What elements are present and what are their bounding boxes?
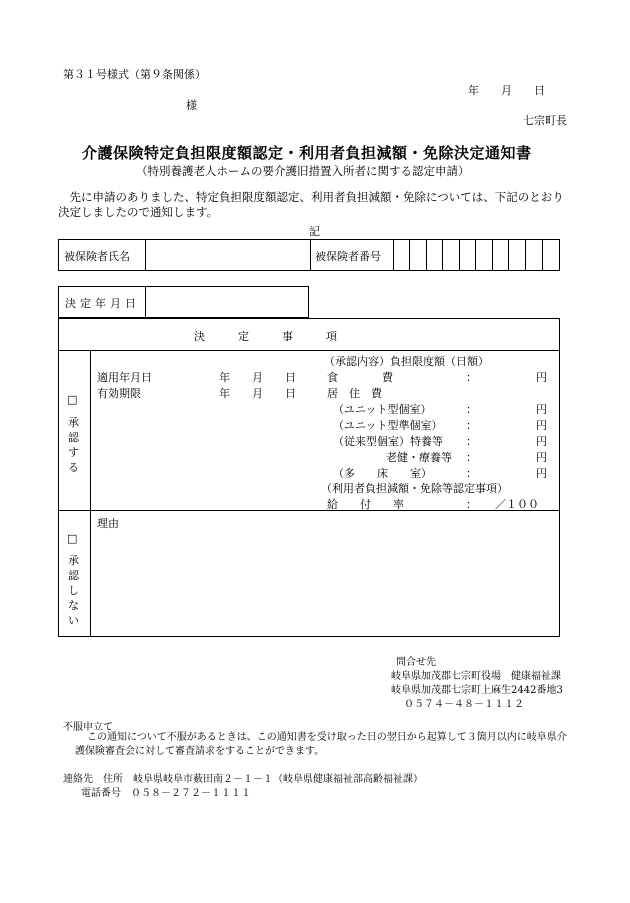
issue-date: 年 月 日 xyxy=(468,84,545,97)
document-title: 介護保険特定負担限度額認定・利用者負担減額・免除決定通知書 xyxy=(82,144,532,162)
health-facility-unit: 円 xyxy=(536,451,547,464)
ki-label: 記 xyxy=(309,225,320,238)
form-number: 第３１号様式（第９条関係） xyxy=(63,68,206,81)
insured-number-label: 被保険者番号 xyxy=(315,250,381,263)
unit-private-colon: ： xyxy=(466,403,477,416)
issuer: 七宗町長 xyxy=(523,114,567,127)
unit-semi-private-unit: 円 xyxy=(536,419,547,432)
decision-date-box xyxy=(58,286,309,318)
liaison-address: 連絡先 住所 岐阜県岐阜市薮田南２－１－１（岐阜県健康福祉部高齢福祉課） xyxy=(63,774,423,785)
contact-address: 岐阜県加茂郡七宗町上麻生2442番地3 xyxy=(391,685,563,696)
residence-cost-label: 居 住 費 xyxy=(327,387,382,400)
contact-phone: ０５７４－４８－１１１２ xyxy=(404,699,524,710)
liaison-phone: 電話番号 ０５８－２７２－１１１１ xyxy=(81,788,251,799)
decision-items-header: 決 定 事 項 xyxy=(194,330,337,343)
intro-text: 先に申請のありました、特定負担限度額認定、利用者負担減額・免除については、下記のとおり決定しましたので通知します。 xyxy=(58,190,564,219)
decision-date-field[interactable] xyxy=(148,289,306,315)
appeal-header: 不服申立て xyxy=(63,722,113,733)
health-facility-label: 老健・療養等 xyxy=(386,451,452,464)
valid-until-label: 有効期限 xyxy=(97,387,141,400)
food-cost-label: 食 費 xyxy=(327,371,393,384)
deny-label: 承 認 し な い xyxy=(68,554,79,627)
start-date-value: 年 月 日 xyxy=(219,371,296,384)
insured-name-label: 被保険者氏名 xyxy=(64,250,130,263)
decision-table xyxy=(58,318,560,637)
deny-checkbox[interactable]: □ xyxy=(67,532,78,545)
unit-semi-private-label: （ユニット型準個室） xyxy=(333,419,443,432)
health-facility-colon: ： xyxy=(466,451,477,464)
reason-label: 理由 xyxy=(97,517,119,530)
insured-table xyxy=(58,239,560,271)
unit-private-unit: 円 xyxy=(536,403,547,416)
conventional-private-unit: 円 xyxy=(536,435,547,448)
benefit-rate-unit: ／１００ xyxy=(495,498,539,511)
conventional-private-colon: ： xyxy=(466,435,477,448)
benefit-rate-label: 給 付 率 xyxy=(327,498,404,511)
multi-bed-colon: ： xyxy=(466,467,477,480)
start-date-label: 適用年月日 xyxy=(97,371,152,384)
unit-private-label: （ユニット型個室） xyxy=(333,403,432,416)
approve-label: 承 認 す る xyxy=(68,416,79,474)
multi-bed-label: （多 床 室） xyxy=(333,467,432,480)
valid-until-value: 年 月 日 xyxy=(219,387,296,400)
contact-header: 問合せ先 xyxy=(396,657,436,668)
contact-office: 岐阜県加茂郡七宗町役場 健康福祉課 xyxy=(391,671,561,682)
unit-semi-private-colon: ： xyxy=(466,419,477,432)
reduction-header: （利用者負担減額・免除等認定事項） xyxy=(321,482,508,495)
conventional-private-label: （従来型個室）特養等 xyxy=(333,435,443,448)
multi-bed-unit: 円 xyxy=(536,467,547,480)
approve-checkbox[interactable]: □ xyxy=(67,393,78,406)
appeal-text: この通知について不服があるときは、この通知書を受け取った日の翌日から起算して３箇月以内に岐阜県介護保険審査会に対して審査請求をすることができます。 xyxy=(75,732,567,757)
limit-header: （承認内容）負担限度額（日額） xyxy=(324,355,489,368)
reason-field[interactable] xyxy=(95,531,555,631)
food-cost-colon: ： xyxy=(466,371,477,384)
food-cost-unit: 円 xyxy=(536,371,547,384)
document-subtitle: （特別養護老人ホームの要介護旧措置入所者に関する認定申請） xyxy=(136,164,470,178)
decision-date-label: 決定年月日 xyxy=(65,297,140,310)
addressee-suffix: 様 xyxy=(186,99,197,112)
benefit-rate-colon: ： xyxy=(466,498,477,511)
insured-name-field[interactable] xyxy=(148,242,308,268)
